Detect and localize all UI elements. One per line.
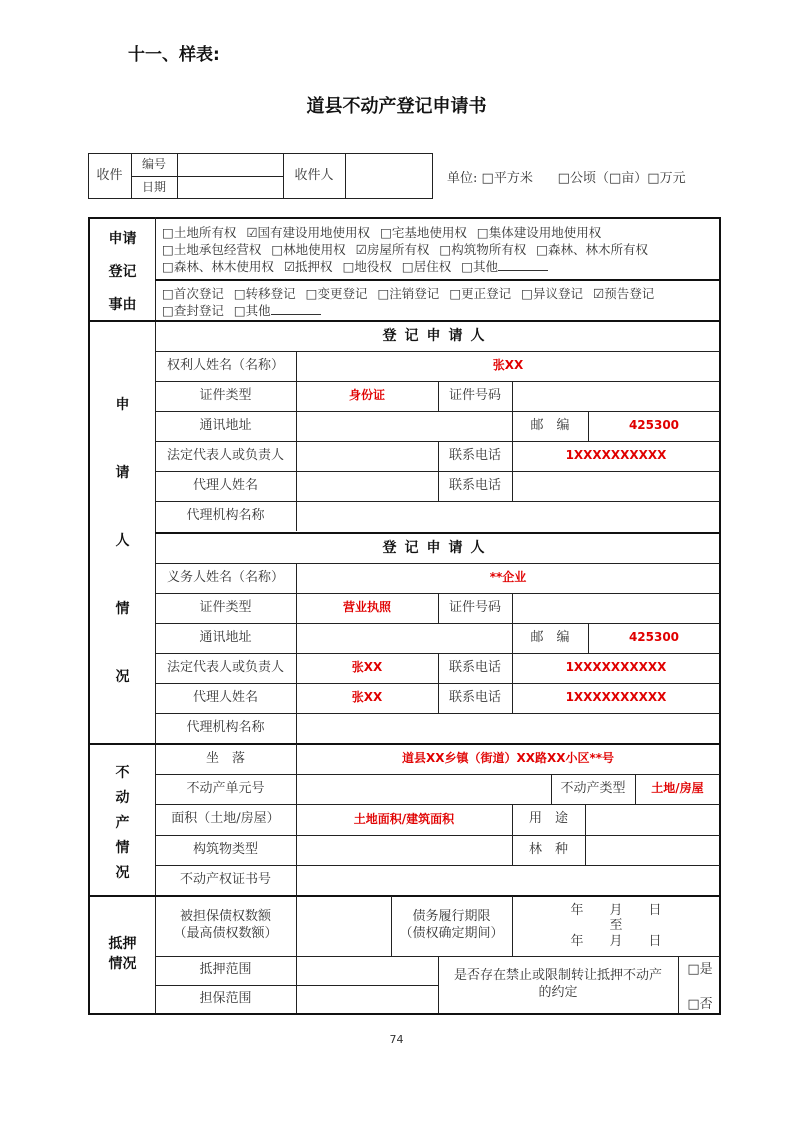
page-number: 74 — [389, 1033, 404, 1046]
option-label: 林地使用权 — [283, 242, 346, 257]
checkbox-icon[interactable]: □ — [233, 303, 246, 318]
option-item[interactable] — [356, 242, 430, 257]
id-type-field[interactable]: 身份证 — [348, 388, 385, 403]
checkbox-icon[interactable]: □ — [377, 286, 390, 301]
checkbox-icon[interactable]: ☑ — [355, 242, 367, 257]
option-label: 土地承包经营权 — [173, 242, 262, 257]
option-item[interactable] — [439, 242, 526, 257]
option-item[interactable] — [306, 286, 368, 301]
forest-type-label: 林 种 — [528, 841, 568, 857]
option-row — [162, 223, 611, 241]
option-item[interactable] — [246, 225, 370, 240]
agent-phone-field[interactable]: 1XXXXXXXXXX — [565, 690, 667, 705]
id-number-field[interactable] — [512, 381, 720, 411]
name-label: 权利人姓名（名称） — [166, 357, 284, 373]
option-item[interactable] — [593, 286, 654, 301]
applicant-heading: 登记申请人 — [382, 327, 493, 344]
debt-term-field[interactable] — [512, 896, 720, 956]
section-heading: 十一、样表: — [128, 45, 220, 65]
usage-field[interactable] — [585, 804, 720, 835]
transfer-restriction-options — [680, 958, 720, 1012]
receipt-label: 收件 — [96, 167, 123, 183]
guarantee-scope-field[interactable] — [296, 985, 438, 1013]
checkbox-icon[interactable]: □ — [439, 242, 452, 257]
option-label: 更正登记 — [461, 286, 512, 301]
term-start-date[interactable]: 年 月 日 — [570, 902, 662, 918]
agent-phone-label: 联系电话 — [448, 477, 501, 493]
option-label: 异议登记 — [532, 286, 583, 301]
option-label: 查封登记 — [173, 303, 224, 318]
area-label: 面积（土地/房屋） — [171, 811, 280, 827]
mortgage-scope-label: 抵押范围 — [199, 962, 252, 978]
option-label: 注销登记 — [389, 286, 440, 301]
id-type-field[interactable]: 营业执照 — [342, 600, 391, 615]
agency-name-label: 代理机构名称 — [186, 507, 265, 523]
checkbox-icon[interactable]: □ — [162, 259, 174, 274]
option-row — [162, 257, 558, 275]
unit-option-sqm[interactable]: □平方米 — [481, 171, 533, 186]
checkbox-icon[interactable]: □ — [536, 242, 549, 257]
unit-selector: 单位: □平方米 □公顷（□亩）□万元 — [447, 171, 686, 186]
guarantee-scope-label: 担保范围 — [199, 990, 252, 1006]
agent-name-field[interactable] — [296, 471, 438, 501]
unit-option-10k-yuan[interactable]: □万元 — [647, 171, 686, 186]
option-label: 转移登记 — [245, 286, 296, 301]
checkbox-icon[interactable]: □ — [162, 286, 174, 301]
name-field[interactable]: 张XX — [492, 358, 524, 373]
legal-representative-label: 法定代表人或负责人 — [166, 447, 284, 463]
unit-option-hectare[interactable]: □公顷 — [557, 171, 596, 186]
id-number-field[interactable] — [512, 593, 720, 623]
id-number-label: 证件号码 — [448, 387, 501, 403]
area-field[interactable]: 土地面积/建筑面积 — [353, 811, 455, 826]
restriction-yes-option[interactable]: □是 — [687, 962, 713, 977]
option-item[interactable] — [343, 259, 392, 274]
option-item[interactable] — [162, 225, 236, 240]
option-label: 国有建设用地使用权 — [257, 225, 371, 240]
agency-name-label: 代理机构名称 — [186, 719, 265, 735]
checkbox-icon[interactable]: □ — [461, 259, 474, 274]
unit-number-field[interactable] — [296, 774, 551, 804]
option-label: 抵押权 — [295, 259, 333, 274]
option-item[interactable] — [162, 286, 224, 301]
name-label: 义务人姓名（名称） — [166, 569, 284, 585]
legal-representative-label: 法定代表人或负责人 — [166, 659, 284, 675]
agent-name-field[interactable]: 张XX — [351, 690, 383, 705]
checkbox-icon[interactable]: ☑ — [283, 259, 296, 274]
checkbox-icon[interactable]: □ — [305, 286, 318, 301]
option-item[interactable] — [234, 286, 296, 301]
checkbox-icon[interactable]: □ — [449, 286, 462, 301]
option-label: 森林、林木使用权 — [173, 259, 274, 274]
checkbox-icon[interactable]: □ — [557, 171, 570, 186]
postcode-label: 邮 编 — [530, 629, 570, 645]
agent-name-label: 代理人姓名 — [192, 689, 258, 705]
receiver-field[interactable] — [345, 153, 433, 199]
phone-label: 联系电话 — [448, 447, 501, 463]
option-label: 地役权 — [354, 259, 392, 274]
postcode-field[interactable]: 425300 — [628, 630, 680, 645]
option-item[interactable] — [162, 303, 224, 318]
postcode-label: 邮 编 — [530, 417, 570, 433]
option-label: 其他 — [473, 259, 499, 274]
structure-type-field[interactable] — [296, 835, 512, 865]
date-label: 日期 — [141, 179, 166, 194]
checkbox-icon[interactable]: □ — [233, 286, 246, 301]
option-label: 房屋所有权 — [366, 242, 430, 257]
number-field[interactable] — [177, 153, 283, 176]
checkbox-icon[interactable]: □ — [271, 242, 284, 257]
checkbox-icon[interactable]: ☑ — [246, 225, 258, 240]
term-end-date[interactable]: 年 月 日 — [570, 933, 662, 949]
unit-option-mu[interactable]: □亩 — [608, 171, 635, 186]
checkbox-icon[interactable]: □ — [401, 259, 414, 274]
phone-field[interactable]: 1XXXXXXXXXX — [565, 448, 667, 463]
checkbox-icon[interactable]: □ — [162, 303, 174, 318]
option-item[interactable] — [234, 303, 321, 318]
option-label: 森林、林木所有权 — [548, 242, 649, 257]
agency-name-field[interactable] — [296, 501, 720, 531]
property-type-field[interactable]: 土地/房屋 — [651, 781, 704, 796]
option-item[interactable] — [380, 225, 467, 240]
number-label: 编号 — [141, 156, 166, 171]
restriction-no-option[interactable]: □否 — [687, 997, 713, 1012]
secured-amount-field[interactable] — [296, 896, 391, 956]
option-item[interactable] — [449, 286, 511, 301]
property-section-label: 不 动 产 情 况 — [115, 765, 130, 881]
address-field[interactable] — [296, 623, 512, 653]
agent-name-label: 代理人姓名 — [192, 477, 258, 493]
certificate-number-field[interactable] — [296, 865, 720, 895]
secured-amount-label: 被担保债权数额 （最高债权数额） — [173, 909, 278, 941]
checkbox-icon[interactable]: □ — [647, 171, 660, 186]
checkbox-icon[interactable]: □ — [162, 225, 174, 240]
checkbox-icon[interactable]: □ — [687, 962, 700, 977]
mortgage-section-label: 抵押 情况 — [108, 936, 137, 972]
option-item[interactable] — [271, 242, 345, 257]
option-label: 变更登记 — [317, 286, 368, 301]
option-item[interactable] — [162, 259, 274, 274]
option-item[interactable] — [477, 225, 601, 240]
option-item[interactable] — [402, 259, 451, 274]
transfer-restriction-question: 是否存在禁止或限制转让抵押不动产的约定 — [453, 967, 662, 1000]
option-row — [162, 301, 331, 319]
id-type-label: 证件类型 — [199, 599, 252, 615]
legal-representative-field[interactable] — [296, 441, 438, 471]
checkbox-icon[interactable]: □ — [342, 259, 355, 274]
certificate-number-label: 不动产权证书号 — [179, 871, 271, 887]
other-blank-field[interactable] — [271, 302, 321, 315]
checkbox-icon[interactable]: □ — [476, 225, 489, 240]
option-item[interactable] — [162, 242, 261, 257]
option-row — [162, 284, 664, 302]
agency-name-field[interactable] — [296, 713, 720, 743]
checkbox-icon[interactable]: □ — [521, 286, 533, 301]
checkbox-icon[interactable]: □ — [608, 171, 622, 186]
option-row — [162, 240, 658, 258]
legal-representative-field[interactable]: 张XX — [351, 660, 383, 675]
option-item[interactable] — [377, 286, 439, 301]
option-label: 居住权 — [413, 259, 452, 274]
checkbox-icon[interactable]: ☑ — [592, 286, 605, 301]
option-item[interactable] — [521, 286, 583, 301]
applicant-heading: 登记申请人 — [382, 539, 493, 556]
phone-label: 联系电话 — [448, 659, 501, 675]
term-to-word: 至 — [609, 918, 623, 934]
option-label: 宅基地使用权 — [391, 225, 467, 240]
receiver-label: 收件人 — [294, 167, 334, 183]
checkbox-icon[interactable]: □ — [687, 997, 700, 1012]
mortgage-scope-field[interactable] — [296, 956, 438, 985]
option-item[interactable] — [461, 259, 548, 274]
registration-matter-label: 申请 登记 事由 — [108, 231, 137, 313]
id-number-label: 证件号码 — [448, 599, 501, 615]
structure-type-label: 构筑物类型 — [192, 841, 258, 857]
option-item[interactable] — [536, 242, 648, 257]
property-type-label: 不动产类型 — [560, 780, 626, 796]
phone-field[interactable]: 1XXXXXXXXXX — [565, 660, 667, 675]
agent-phone-field[interactable] — [512, 471, 720, 501]
address-label: 通讯地址 — [199, 417, 252, 433]
unit-label: 单位: — [447, 171, 478, 186]
option-label: 首次登记 — [173, 286, 224, 301]
unit-number-label: 不动产单元号 — [186, 780, 265, 796]
agent-phone-label: 联系电话 — [448, 689, 501, 705]
option-label: 土地所有权 — [173, 225, 237, 240]
option-label: 构筑物所有权 — [451, 242, 527, 257]
usage-label: 用 途 — [528, 811, 568, 827]
checkbox-icon[interactable]: □ — [380, 225, 392, 240]
other-blank-field[interactable] — [498, 258, 548, 271]
option-label: 其他 — [245, 303, 271, 318]
applicant-section-label: 申 请 人 情 况 — [115, 397, 130, 685]
date-field[interactable] — [177, 176, 283, 199]
location-field[interactable]: 道县XX乡镇（街道）XX路XX小区**号 — [401, 751, 615, 766]
checkbox-icon[interactable]: □ — [162, 242, 174, 257]
name-field[interactable]: **企业 — [489, 570, 527, 585]
document-title: 道县不动产登记申请书 — [306, 96, 487, 117]
address-field[interactable] — [296, 411, 512, 441]
option-label: 集体建设用地使用权 — [488, 225, 602, 240]
debt-term-label: 债务履行期限 （债权确定期间） — [399, 909, 504, 941]
location-label: 坐 落 — [205, 750, 245, 766]
checkbox-icon[interactable]: □ — [481, 171, 494, 186]
postcode-field[interactable]: 425300 — [628, 418, 680, 433]
id-type-label: 证件类型 — [199, 387, 252, 403]
address-label: 通讯地址 — [199, 629, 252, 645]
option-item[interactable] — [284, 259, 333, 274]
option-label: 预告登记 — [604, 286, 655, 301]
forest-type-field[interactable] — [585, 835, 720, 865]
